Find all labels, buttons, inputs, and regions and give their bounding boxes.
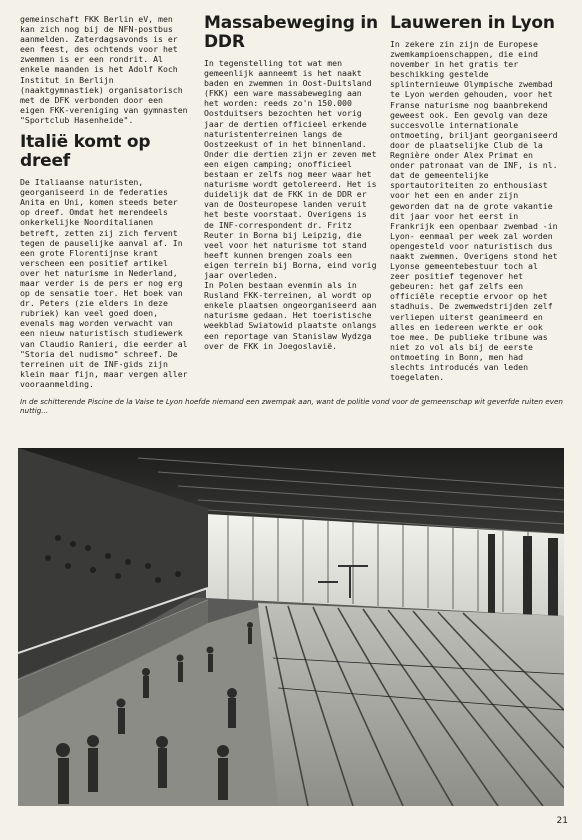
heading-italie: Italië komt op dreef [20, 132, 151, 172]
article-lyon-body: In zekere zin zijn de Europese zwemkampioenschappen, die eind november in het gratis ter beschikking gestelde splinternieuwe Olympische zwembad te Lyon werden gehouden, voor het Franse naturisme nog baanbrekend geweest ook. Een gevolg van deze succesvolle internationale ontmoeting, briljant georganiseerd door de plaatselijke Club de la Regnière onder Alex Primat en onder patronaat van de INF, is nl. dat de gemeentelijke sportautoriteiten zo enthousiast voor het een en ander zijn geworden dat na de grote vakantie dit jaar voor het eerst in Frankrijk een openbaar zwembad -in Lyon- eenmaal per week zal worden opengesteld voor naturistisch dus naakt zwemmen. Overigens stond het Lyonse gemeentebestuur toch al zeer positief tegenover het gebeuren: het gaf zelfs een officiële receptie ervoor op het stadhuis. De zwemwedstrijden zelf verliepen uiterst geanimeerd en alles en iedereen werkte er ook toe mee. De publieke tribune was niet zo vol als bij de eerste ontmoeting in Bonn, men had slechts introducés van leden toegelaten. [390, 39, 558, 383]
column-1 [20, 14, 192, 389]
intro-paragraph: gemeinschaft FKK Berlin eV, men kan zich nog bij de NFN-postbus aanmelden. Zaterdagsavonds is er een feest, des ochtends voor het zwemmen is er een rondrit. Al enkele maanden is het Adolf Koch Institut in Berlijn (naaktgymnastiek) organisatorisch met de DFK verbonden door een eigen FKK-vereniging van gymnasten "Sportclub Hasenheide". [20, 14, 188, 125]
heading-lyon: Lauweren in Lyon [390, 13, 555, 33]
article-ddr-body-2: In Polen bestaan evenmin als in Rusland FKK-terreinen, al wordt op enkele plaatsen ongeorganiseerd aan naturisme gedaan. Het toeristische weekblad Swiatowid plaatste onlangs een reportage van Stanislaw Wydzga over de FKK in Joegoslavië. [204, 280, 377, 351]
indoor-swimming-pool-photo [18, 448, 564, 806]
heading-ddr: Massabeweging in DDR [204, 13, 378, 52]
column-2 [204, 14, 380, 351]
column-3 [390, 14, 562, 382]
article-italie-body: De Italiaanse naturisten, georganiseerd in de federaties Anita en Uni, komen steeds beter op dreef. Omdat het merendeels onkerkelijke Noorditalianen betreft, zetten zij zich fervent tegen de pauselijke aanval af. In een grote Florentijnse krant verscheen een positief artikel over het naturisme in Nederland, maar verder is de pers er nog erg op de sensatie toer. Het boek van dr. Peters (zie elders in deze rubriek) kan veel goed doen, evenals mag worden verwacht van een nieuw naturistisch studiewerk van Claudio Ranieri, die eerder al "Storia del nudismo" schreef. De terreinen uit de INF-gids zijn klein maar fijn, maar vergen aller vooraanmelding. [20, 177, 188, 389]
article-ddr-body-1: In tegenstelling tot wat men gemeenlijk aanneemt is het naakt baden en zwemmen in Oost-Duitsland (FKK) een ware massabeweging aan het worden: reeds zo'n 150.000 Oostduitsers bezochten het vorig jaar de dertien officieel erkende naturistenterreinen langs de Oostzeekust of in het binnenland. Onder die dertien zijn er zeven met een eigen camping; onofficieel bestaan er zelfs nog meer waar het naturisme wordt getolereerd. Het is duidelijk dat de FKK in de DDR er van de Oosteuropese landen veruit het beste voorstaat. Overigens is de INF-correspondent dr. Fritz Reuter in Borna bij Leipzig, die veel voor het naturisme tot stand heeft kunnen brengen zoals een eigen terrein bij Borna, eind vorig jaar overleden. [204, 58, 377, 280]
photo-caption: In de schitterende Piscine de la Vaise te Lyon hoefde niemand een zwempak aan, want de politie vond voor de gemeenschap wit geverfde ruiten even nuttig... [20, 397, 563, 415]
page-number: 21 [556, 816, 568, 826]
